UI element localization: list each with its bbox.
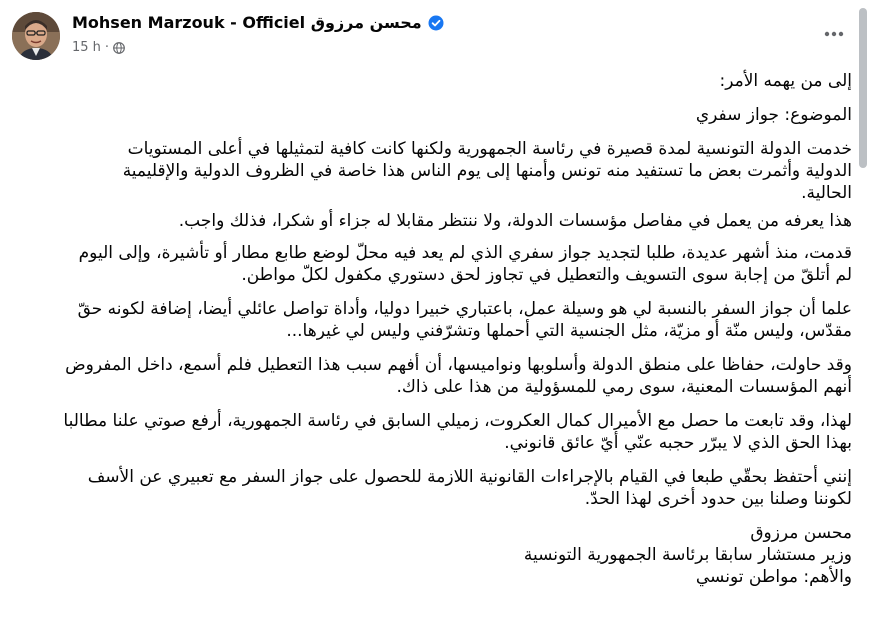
more-options-button[interactable]: [816, 20, 852, 48]
paragraph-6-line-1: لهذا، وقد تابعت ما حصل مع الأميرال كمال العكروت، زميلي السابق في رئاسة الجمهورية، أرفع صوتي علنا مطالبا: [63, 411, 852, 431]
post-meta: [72, 40, 125, 55]
meta-separator: ·: [104, 40, 110, 55]
paragraph-4-line-2: مقدّس، وليس منّة أو مزيّة، مثل الجنسية التي أحملها وتشرّفني وليس لي غيرها...: [286, 321, 852, 341]
more-options-icon: [824, 31, 844, 37]
paragraph-5-line-2: أنهم المؤسسات المعنية، سوى رمي للمسؤولية من هذا على ذاك.: [396, 377, 852, 397]
post-header: [0, 0, 872, 68]
paragraph-5-line-1: وقد حاولت، حفاظا على منطق الدولة وأسلوبها ونواميسها، أن أفهم سبب هذا التعطيل فلم أسمع، داخل المفروض: [65, 355, 852, 375]
post-timestamp[interactable]: 15 h: [72, 40, 101, 55]
author-avatar[interactable]: [12, 12, 60, 60]
signature-title: وزير مستشار سابقا برئاسة الجمهورية التونسية: [523, 545, 852, 565]
paragraph-3-line-1: قدمت، منذ أشهر عديدة، طلبا لتجديد جواز سفري الذي لم يعد فيه محلّ لوضع طابع مطار أو تأشيرة، وإلى اليوم: [78, 243, 852, 263]
subject-line: الموضوع: جواز سفري: [695, 105, 852, 125]
verified-badge-icon: [428, 15, 444, 31]
paragraph-1-line-3: الحالية.: [801, 183, 852, 203]
paragraph-7-line-2: لكوننا وصلنا بين حدود أخرى لهذا الحدّ.: [584, 489, 852, 509]
paragraph-6-line-2: بهذا الحق الذي لا يبرّر حجبه عنّي أيّ عائق قانوني.: [504, 433, 852, 453]
paragraph-3-line-2: لم أتلقّ من إجابة سوى التسويف والتعطيل في تجاوز لحق دستوري مكفول لكلّ مواطن.: [241, 265, 852, 285]
greeting-line: إلى من يهمه الأمر:: [719, 71, 852, 91]
paragraph-7-line-1: إنني أحتفظ بحقّي طبعا في القيام بالإجراءات القانونية اللازمة للحصول على جواز السفر مع تعبيري عن الأسف: [87, 467, 852, 487]
globe-icon[interactable]: [113, 42, 125, 54]
author-name-row: [72, 13, 444, 32]
signature-name: محسن مرزوق: [750, 523, 852, 543]
paragraph-4-line-1: علما أن جواز السفر بالنسبة لي هو وسيلة عمل، باعتباري خبيرا دوليا، وأداة تواصل عائلي أيضا، إضافة لكونه حقّ: [77, 299, 852, 319]
paragraph-1-line-2: الدولية وأثمرت بعض ما تستفيد منه تونس وأمنها إلى يوم الناس هذا خاصة في الظروف الدولية والإقليمية: [122, 161, 852, 181]
avatar-photo: [12, 12, 60, 60]
paragraph-1-line-1: خدمت الدولة التونسية لمدة قصيرة في رئاسة الجمهورية ولكنها كانت كافية لتمثيلها في أعلى المستويات: [127, 139, 852, 159]
signature-note: والأهم: مواطن تونسي: [695, 567, 852, 587]
scrollbar-thumb[interactable]: [859, 8, 867, 168]
post-body: [60, 70, 852, 588]
paragraph-2: هذا يعرفه من يعمل في مفاصل مؤسسات الدولة، ولا ننتظر مقابلا له جزاء أو شكرا، فذلك واجب.: [178, 211, 852, 231]
author-name[interactable]: Mohsen Marzouk - Officiel محسن مرزوق: [72, 13, 422, 32]
